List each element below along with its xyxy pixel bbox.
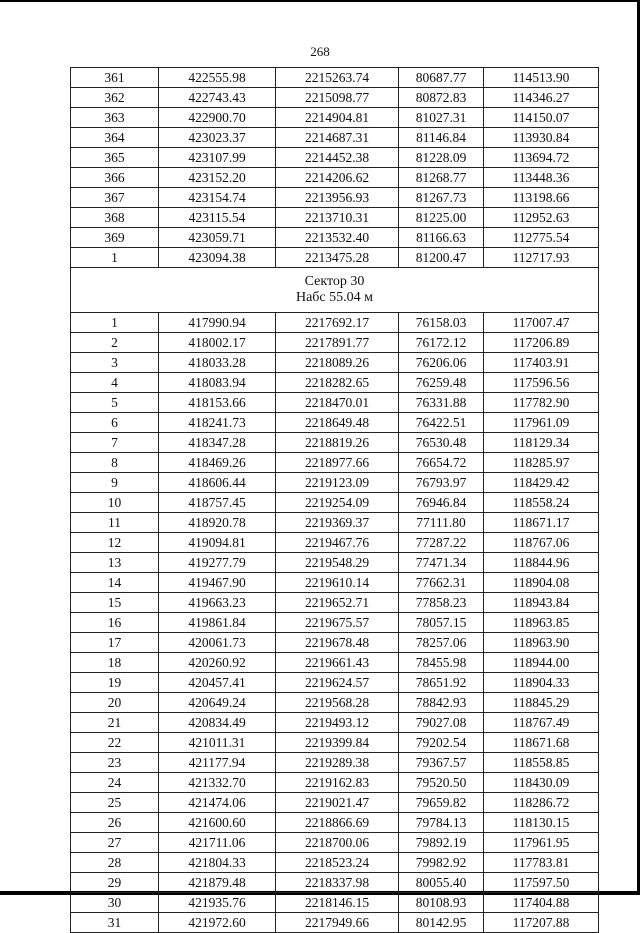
coordinate-cell: 2218819.26 [276, 433, 399, 453]
coordinate-cell: 80872.83 [399, 88, 484, 108]
coordinate-cell: 112775.54 [484, 228, 599, 248]
coordinate-cell: 118130.15 [484, 813, 599, 833]
table-row [71, 228, 599, 248]
coordinate-cell: 77471.34 [399, 553, 484, 573]
table-row [71, 553, 599, 573]
coordinate-cell: 76530.48 [399, 433, 484, 453]
coordinate-cell: 2219467.76 [276, 533, 399, 553]
table-row [71, 913, 599, 933]
coordinate-cell: 76158.03 [399, 313, 484, 333]
coordinate-cell: 2219289.38 [276, 753, 399, 773]
coordinate-cell: 117961.95 [484, 833, 599, 853]
point-number-cell: 21 [71, 713, 159, 733]
table-row [71, 68, 599, 88]
coordinate-cell: 79202.54 [399, 733, 484, 753]
table-row [71, 633, 599, 653]
table-row [71, 713, 599, 733]
coordinate-cell: 421804.33 [159, 853, 276, 873]
coordinate-cell: 418757.45 [159, 493, 276, 513]
coordinate-cell: 76172.12 [399, 333, 484, 353]
scan-border-top [0, 0, 640, 2]
coordinate-cell: 77858.23 [399, 593, 484, 613]
coordinate-cell: 118944.00 [484, 653, 599, 673]
coordinate-cell: 76331.88 [399, 393, 484, 413]
coordinate-cell: 2214904.81 [276, 108, 399, 128]
coordinate-cell: 2219254.09 [276, 493, 399, 513]
coordinate-cell: 421332.70 [159, 773, 276, 793]
coordinate-cell: 421177.94 [159, 753, 276, 773]
table-row [71, 693, 599, 713]
coordinate-cell: 2218146.15 [276, 893, 399, 913]
coordinate-cell: 418606.44 [159, 473, 276, 493]
coordinate-cell: 118671.17 [484, 513, 599, 533]
table-row [71, 393, 599, 413]
coordinate-cell: 2219548.29 [276, 553, 399, 573]
coordinate-cell: 420649.24 [159, 693, 276, 713]
coordinate-cell: 418002.17 [159, 333, 276, 353]
table-row [71, 453, 599, 473]
table-row [71, 413, 599, 433]
table-row [71, 313, 599, 333]
coordinate-cell: 118904.33 [484, 673, 599, 693]
coordinate-cell: 79892.19 [399, 833, 484, 853]
point-number-cell: 366 [71, 168, 159, 188]
point-number-cell: 26 [71, 813, 159, 833]
coordinate-cell: 76793.97 [399, 473, 484, 493]
coordinate-cell: 118430.09 [484, 773, 599, 793]
coordinate-cell: 118286.72 [484, 793, 599, 813]
table-row [71, 813, 599, 833]
point-number-cell: 15 [71, 593, 159, 613]
point-number-cell: 8 [71, 453, 159, 473]
point-number-cell: 5 [71, 393, 159, 413]
point-number-cell: 19 [71, 673, 159, 693]
coordinate-cell: 2214206.62 [276, 168, 399, 188]
point-number-cell: 18 [71, 653, 159, 673]
table-row [71, 533, 599, 553]
table-row [71, 148, 599, 168]
coordinate-cell: 2219678.48 [276, 633, 399, 653]
coordinate-cell: 76206.06 [399, 353, 484, 373]
coordinate-cell: 423115.54 [159, 208, 276, 228]
point-number-cell: 362 [71, 88, 159, 108]
coordinate-cell: 2219675.57 [276, 613, 399, 633]
table-row [71, 108, 599, 128]
coordinate-cell: 113694.72 [484, 148, 599, 168]
coordinate-cell: 81027.31 [399, 108, 484, 128]
coordinate-cell: 420260.92 [159, 653, 276, 673]
section-header-group [71, 268, 599, 313]
point-number-cell: 23 [71, 753, 159, 773]
table-row [71, 653, 599, 673]
coordinate-cell: 2217891.77 [276, 333, 399, 353]
coordinate-cell: 81146.84 [399, 128, 484, 148]
coordinate-cell: 118429.42 [484, 473, 599, 493]
coordinate-cell: 81225.00 [399, 208, 484, 228]
coordinate-cell: 117207.88 [484, 913, 599, 933]
coordinate-cell: 2219162.83 [276, 773, 399, 793]
point-number-cell: 1 [71, 313, 159, 333]
coordinate-cell: 423107.99 [159, 148, 276, 168]
coordinate-cell: 418033.28 [159, 353, 276, 373]
coordinate-cell: 118558.85 [484, 753, 599, 773]
coordinate-cell: 418241.73 [159, 413, 276, 433]
point-number-cell: 31 [71, 913, 159, 933]
coordinate-cell: 81200.47 [399, 248, 484, 268]
coordinate-cell: 423023.37 [159, 128, 276, 148]
point-number-cell: 13 [71, 553, 159, 573]
coordinate-cell: 117403.91 [484, 353, 599, 373]
coordinate-cell: 2217949.66 [276, 913, 399, 933]
coordinate-cell: 420061.73 [159, 633, 276, 653]
coordinate-cell: 78651.92 [399, 673, 484, 693]
table-row [71, 793, 599, 813]
coordinate-cell: 420834.49 [159, 713, 276, 733]
coordinate-cell: 2219624.57 [276, 673, 399, 693]
coordinate-cell: 419277.79 [159, 553, 276, 573]
coordinate-cell: 2219661.43 [276, 653, 399, 673]
coordinate-cell: 2213710.31 [276, 208, 399, 228]
coordinate-cell: 2218337.98 [276, 873, 399, 893]
coordinate-cell: 2218523.24 [276, 853, 399, 873]
table-row [71, 333, 599, 353]
coordinate-cell: 417990.94 [159, 313, 276, 333]
table-row [71, 773, 599, 793]
table-row [71, 433, 599, 453]
coordinate-cell: 80108.93 [399, 893, 484, 913]
coordinate-cell: 76259.48 [399, 373, 484, 393]
table-row [71, 353, 599, 373]
point-number-cell: 30 [71, 893, 159, 913]
coordinates-table [70, 67, 599, 933]
coordinate-cell: 112717.93 [484, 248, 599, 268]
coordinate-cell: 2218866.69 [276, 813, 399, 833]
table-row [71, 493, 599, 513]
coordinate-cell: 80687.77 [399, 68, 484, 88]
coordinate-cell: 2219652.71 [276, 593, 399, 613]
coordinate-cell: 114513.90 [484, 68, 599, 88]
coordinate-cell: 421011.31 [159, 733, 276, 753]
table-row [71, 613, 599, 633]
coordinate-cell: 113930.84 [484, 128, 599, 148]
coordinate-cell: 2215098.77 [276, 88, 399, 108]
coordinate-cell: 80055.40 [399, 873, 484, 893]
point-number-cell: 1 [71, 248, 159, 268]
coordinate-cell: 78257.06 [399, 633, 484, 653]
coordinate-cell: 79659.82 [399, 793, 484, 813]
table-row [71, 853, 599, 873]
point-number-cell: 16 [71, 613, 159, 633]
point-number-cell: 20 [71, 693, 159, 713]
point-number-cell: 364 [71, 128, 159, 148]
point-number-cell: 363 [71, 108, 159, 128]
coordinate-cell: 2218470.01 [276, 393, 399, 413]
coordinate-cell: 422900.70 [159, 108, 276, 128]
table-row [71, 893, 599, 913]
coordinate-cell: 79784.13 [399, 813, 484, 833]
coordinate-cell: 117404.88 [484, 893, 599, 913]
coordinate-cell: 81166.63 [399, 228, 484, 248]
coordinate-cell: 421474.06 [159, 793, 276, 813]
coordinate-cell: 118845.29 [484, 693, 599, 713]
table-row [71, 188, 599, 208]
coordinate-cell: 421600.60 [159, 813, 276, 833]
coordinate-cell: 81267.73 [399, 188, 484, 208]
coordinate-cell: 421879.48 [159, 873, 276, 893]
coordinate-cell: 418469.26 [159, 453, 276, 473]
coordinate-cell: 419094.81 [159, 533, 276, 553]
coordinate-cell: 112952.63 [484, 208, 599, 228]
point-number-cell: 28 [71, 853, 159, 873]
coordinate-cell: 118285.97 [484, 453, 599, 473]
coordinate-cell: 420457.41 [159, 673, 276, 693]
coordinate-cell: 2219610.14 [276, 573, 399, 593]
coordinate-cell: 2219369.37 [276, 513, 399, 533]
coordinate-cell: 2219021.47 [276, 793, 399, 813]
coordinate-cell: 76422.51 [399, 413, 484, 433]
point-number-cell: 25 [71, 793, 159, 813]
coordinate-cell: 117783.81 [484, 853, 599, 873]
table-row [71, 873, 599, 893]
point-number-cell: 2 [71, 333, 159, 353]
table-row [71, 833, 599, 853]
coordinate-cell: 78057.15 [399, 613, 484, 633]
coordinate-cell: 113448.36 [484, 168, 599, 188]
point-number-cell: 29 [71, 873, 159, 893]
coordinate-cell: 118963.90 [484, 633, 599, 653]
table-row [71, 593, 599, 613]
coordinate-cell: 2219399.84 [276, 733, 399, 753]
coordinate-cell: 2219123.09 [276, 473, 399, 493]
coordinate-cell: 2218649.48 [276, 413, 399, 433]
coordinate-cell: 2213532.40 [276, 228, 399, 248]
table-row [71, 573, 599, 593]
coordinate-cell: 117596.56 [484, 373, 599, 393]
table-row [71, 248, 599, 268]
point-number-cell: 11 [71, 513, 159, 533]
section-header-row [71, 268, 599, 313]
table-row [71, 88, 599, 108]
coordinate-cell: 118904.08 [484, 573, 599, 593]
point-number-cell: 17 [71, 633, 159, 653]
coordinate-cell: 117007.47 [484, 313, 599, 333]
coordinate-cell: 114150.07 [484, 108, 599, 128]
table-row [71, 373, 599, 393]
coordinate-cell: 421972.60 [159, 913, 276, 933]
coordinate-cell: 422555.98 [159, 68, 276, 88]
point-number-cell: 7 [71, 433, 159, 453]
coordinate-cell: 78455.98 [399, 653, 484, 673]
point-number-cell: 14 [71, 573, 159, 593]
point-number-cell: 369 [71, 228, 159, 248]
coordinate-cell: 419467.90 [159, 573, 276, 593]
coordinate-cell: 2213956.93 [276, 188, 399, 208]
coordinate-cell: 423059.71 [159, 228, 276, 248]
table-row [71, 168, 599, 188]
section-subtitle: Набс 55.04 м [295, 290, 374, 305]
page-number: 268 [310, 44, 330, 59]
coordinate-cell: 118844.96 [484, 553, 599, 573]
coordinate-cell: 418083.94 [159, 373, 276, 393]
coordinate-cell: 117597.50 [484, 873, 599, 893]
point-number-cell: 9 [71, 473, 159, 493]
coordinate-cell: 81228.09 [399, 148, 484, 168]
coordinate-cell: 114346.27 [484, 88, 599, 108]
coordinate-cell: 118129.34 [484, 433, 599, 453]
table-row [71, 473, 599, 493]
point-number-cell: 27 [71, 833, 159, 853]
coordinate-cell: 2214687.31 [276, 128, 399, 148]
coordinate-cell: 2215263.74 [276, 68, 399, 88]
coordinate-cell: 423094.38 [159, 248, 276, 268]
point-number-cell: 365 [71, 148, 159, 168]
point-number-cell: 367 [71, 188, 159, 208]
coordinate-cell: 2213475.28 [276, 248, 399, 268]
coordinate-cell: 418153.66 [159, 393, 276, 413]
point-number-cell: 6 [71, 413, 159, 433]
table-body-bottom [71, 313, 599, 933]
coordinate-cell: 79027.08 [399, 713, 484, 733]
coordinate-cell: 80142.95 [399, 913, 484, 933]
coordinate-cell: 2218700.06 [276, 833, 399, 853]
coordinate-cell: 117782.90 [484, 393, 599, 413]
section-title: Сектор 30 [304, 274, 365, 289]
coordinate-cell: 419663.23 [159, 593, 276, 613]
coordinate-cell: 2217692.17 [276, 313, 399, 333]
point-number-cell: 4 [71, 373, 159, 393]
point-number-cell: 361 [71, 68, 159, 88]
coordinate-cell: 418347.28 [159, 433, 276, 453]
coordinate-cell: 419861.84 [159, 613, 276, 633]
coordinate-cell: 118767.06 [484, 533, 599, 553]
coordinate-cell: 118671.68 [484, 733, 599, 753]
coordinate-cell: 77662.31 [399, 573, 484, 593]
coordinate-cell: 2219568.28 [276, 693, 399, 713]
coordinate-cell: 79982.92 [399, 853, 484, 873]
coordinate-cell: 421935.76 [159, 893, 276, 913]
coordinate-cell: 79520.50 [399, 773, 484, 793]
point-number-cell: 22 [71, 733, 159, 753]
section-header-cell [71, 268, 599, 313]
coordinate-cell: 79367.57 [399, 753, 484, 773]
coordinate-cell: 77287.22 [399, 533, 484, 553]
coordinate-cell: 423154.74 [159, 188, 276, 208]
coordinate-cell: 76946.84 [399, 493, 484, 513]
coordinate-cell: 76654.72 [399, 453, 484, 473]
coordinate-cell: 81268.77 [399, 168, 484, 188]
table-body-top [71, 68, 599, 268]
table-row [71, 128, 599, 148]
point-number-cell: 24 [71, 773, 159, 793]
coordinate-cell: 118558.24 [484, 493, 599, 513]
coordinate-cell: 118943.84 [484, 593, 599, 613]
point-number-cell: 12 [71, 533, 159, 553]
coordinate-cell: 77111.80 [399, 513, 484, 533]
point-number-cell: 368 [71, 208, 159, 228]
coordinate-cell: 2218089.26 [276, 353, 399, 373]
table-row [71, 753, 599, 773]
table-row [71, 673, 599, 693]
coordinate-cell: 118963.85 [484, 613, 599, 633]
table-row [71, 208, 599, 228]
coordinate-cell: 78842.93 [399, 693, 484, 713]
coordinate-cell: 418920.78 [159, 513, 276, 533]
coordinate-cell: 2218977.66 [276, 453, 399, 473]
coordinate-cell: 117206.89 [484, 333, 599, 353]
coordinate-cell: 118767.49 [484, 713, 599, 733]
coordinate-cell: 422743.43 [159, 88, 276, 108]
point-number-cell: 10 [71, 493, 159, 513]
coordinate-cell: 113198.66 [484, 188, 599, 208]
table-row [71, 513, 599, 533]
point-number-cell: 3 [71, 353, 159, 373]
coordinate-cell: 2219493.12 [276, 713, 399, 733]
table-row [71, 733, 599, 753]
coordinate-cell: 2218282.65 [276, 373, 399, 393]
coordinate-cell: 117961.09 [484, 413, 599, 433]
coordinate-cell: 2214452.38 [276, 148, 399, 168]
coordinate-cell: 421711.06 [159, 833, 276, 853]
coordinate-cell: 423152.20 [159, 168, 276, 188]
